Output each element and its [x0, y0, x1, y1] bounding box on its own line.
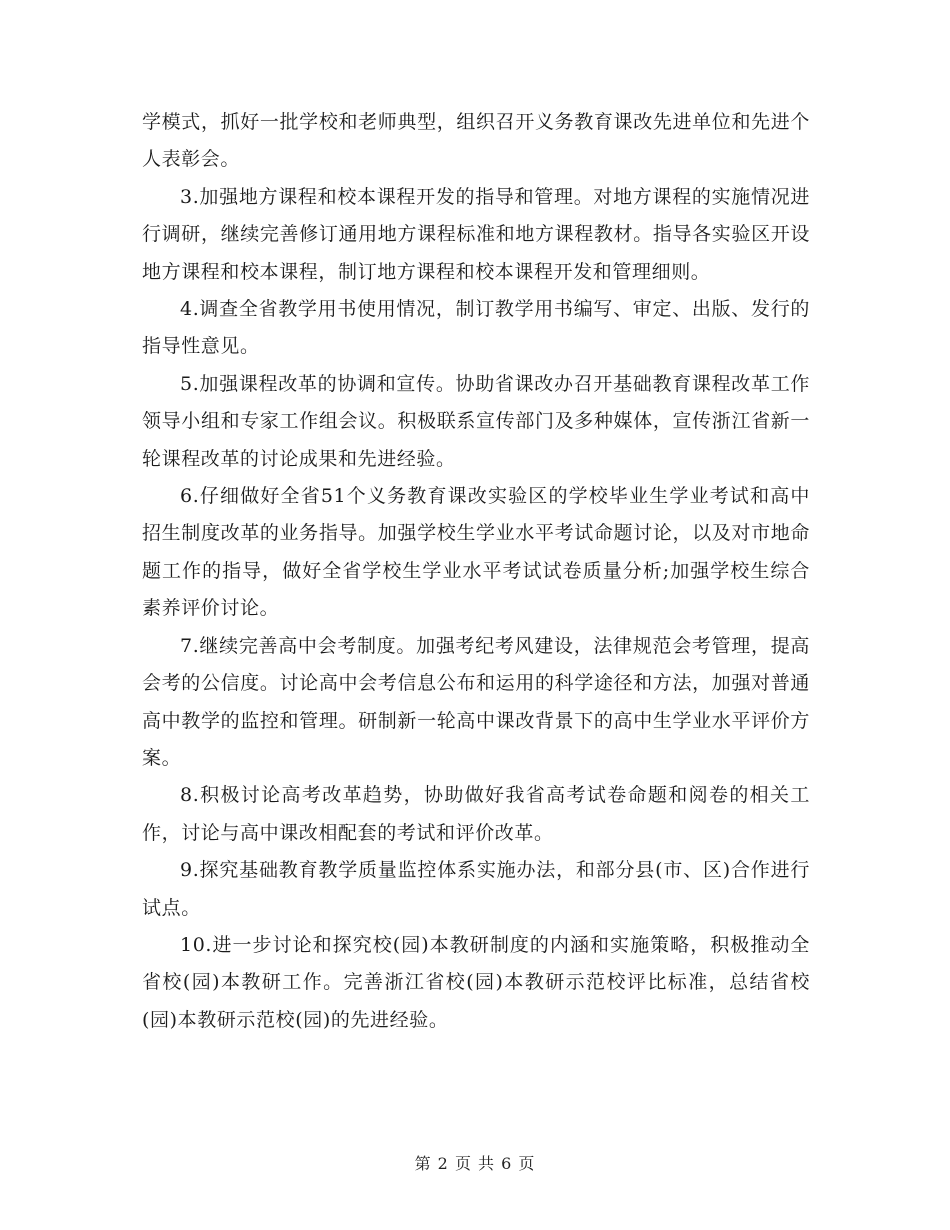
paragraph-item-8: 8.积极讨论高考改革趋势，协助做好我省高考试卷命题和阅卷的相关工作，讨论与高中课改相配套的考试和评价改革。 [142, 784, 810, 844]
paragraph-item-6: 6.仔细做好全省51个义务教育课改实验区的学校毕业生学业考试和高中招生制度改革的业务指导。加强学校生学业水平考试命题讨论，以及对市地命题工作的指导，做好全省学校生学业水平考试试卷质量分析;加强学校生综合素养评价讨论。 [142, 485, 810, 620]
paragraph-item-3: 3.加强地方课程和校本课程开发的指导和管理。对地方课程的实施情况进行调研，继续完善修订通用地方课程标准和地方课程教材。指导各实验区开设地方课程和校本课程，制订地方课程和校本课程开发和管理细则。 [142, 185, 810, 283]
paragraph-item-4: 4.调查全省教学用书使用情况，制订教学用书编写、审定、出版、发行的指导性意见。 [142, 298, 810, 358]
page-number-footer: 第 2 页 共 6 页 [414, 1154, 536, 1173]
paragraph-item-9: 9.探究基础教育教学质量监控体系实施办法，和部分县(市、区)合作进行试点。 [142, 859, 810, 919]
paragraph-item-10: 10.进一步讨论和探究校(园)本教研制度的内涵和实施策略，积极推动全省校(园)本教研工作。完善浙江省校(园)本教研示范校评比标准，总结省校(园)本教研示范校(园)的先进经验。 [142, 933, 810, 1031]
paragraph-continuation: 学模式，抓好一批学校和老师典型，组织召开义务教育课改先进单位和先进个人表彰会。 [142, 111, 810, 171]
document-body [142, 104, 810, 1039]
paragraph-item-5: 5.加强课程改革的协调和宣传。协助省课改办召开基础教育课程改革工作领导小组和专家工作组会议。积极联系宣传部门及多种媒体，宣传浙江省新一轮课程改革的讨论成果和先进经验。 [142, 372, 810, 470]
paragraph-item-7: 7.继续完善高中会考制度。加强考纪考风建设，法律规范会考管理，提高会考的公信度。讨论高中会考信息公布和运用的科学途径和方法，加强对普通高中教学的监控和管理。研制新一轮高中课改背景下的高中生学业水平评价方案。 [142, 634, 810, 769]
